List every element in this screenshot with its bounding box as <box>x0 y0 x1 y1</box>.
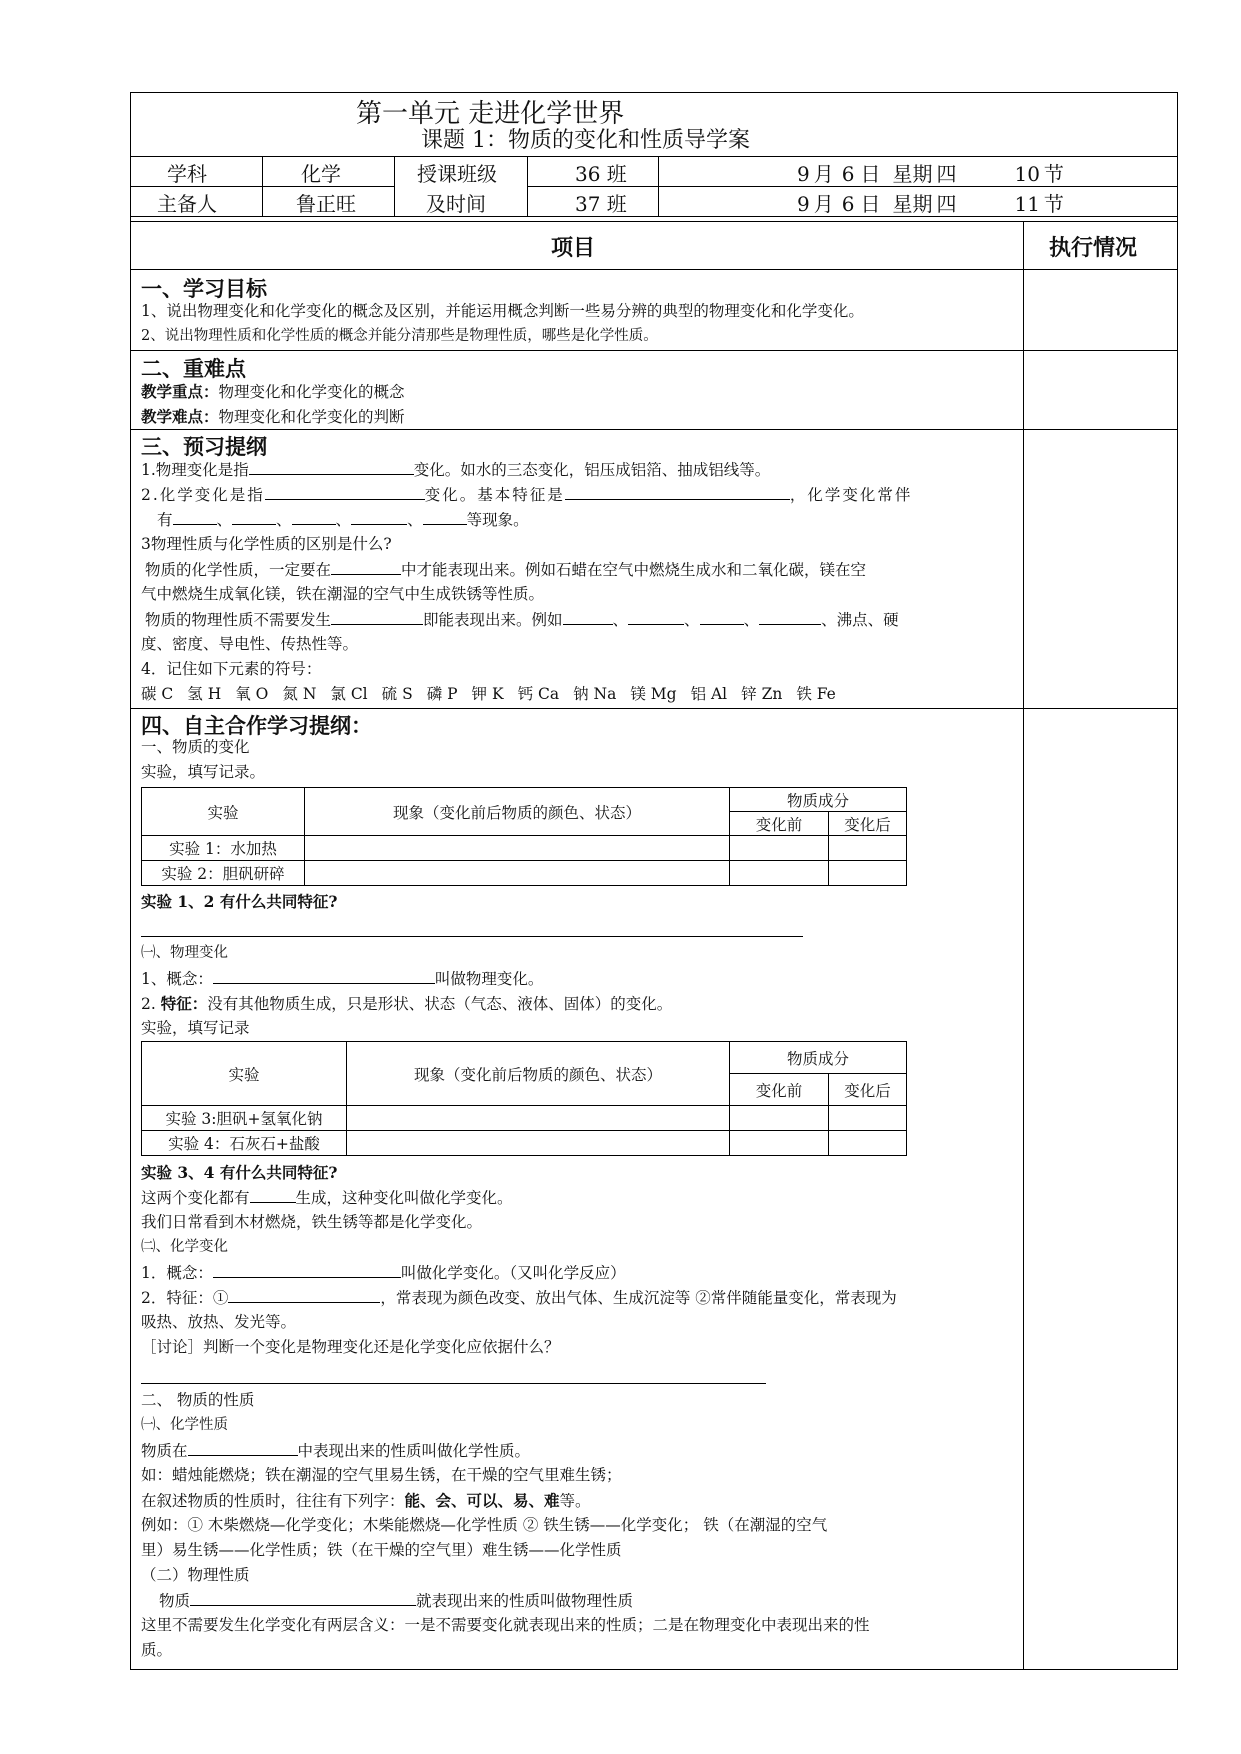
text: 1．概念： <box>141 1264 213 1282</box>
text-line: 例如：① 木柴燃烧—化学变化；木柴能燃烧—化学性质 ② 铁生锈——化学变化； 铁（在潮湿的空气 <box>141 1516 828 1534</box>
preview-line <box>141 457 770 483</box>
fill-blank[interactable] <box>700 607 744 625</box>
text: 、 <box>407 511 423 529</box>
text: 叫做物理变化。 <box>434 970 544 988</box>
day-unit: 日 <box>860 192 881 216</box>
day: 6 <box>834 162 861 187</box>
weekday-label: 星期 <box>892 162 933 186</box>
key-point-text: 物理变化和化学变化的概念 <box>218 383 405 401</box>
subject-value: 化学 <box>301 162 341 186</box>
table-row <box>142 1131 907 1156</box>
preview-line <box>141 482 912 508</box>
section-title: 一、学习目标 <box>141 277 267 301</box>
table-header: 物质成分 <box>730 788 907 812</box>
element-symbol: 锌 Zn <box>741 685 783 703</box>
answer-line[interactable] <box>141 1383 766 1384</box>
definition-line <box>141 1438 530 1464</box>
table-header: 现象（变化前后物质的颜色、状态） <box>347 1042 730 1106</box>
subsection-title: ㈠、化学性质 <box>141 1417 228 1433</box>
unit-title: 第一单元 走进化学世界 <box>356 99 625 129</box>
fill-blank[interactable] <box>232 507 276 525</box>
text: 即能表现出来。例如 <box>423 611 563 629</box>
element-symbols <box>141 682 850 707</box>
experiment-table-2 <box>141 1041 907 1156</box>
text: 物质的化学性质，一定要在 <box>145 561 332 579</box>
element-symbol: 氧 O <box>235 685 269 703</box>
table-header: 实验 <box>142 1042 347 1106</box>
text-line: 这里不需要发生化学变化有两层含义：一是不需要变化就表现出来的性质；二是在物理变化中表现出来的性 <box>141 1616 870 1634</box>
divider <box>131 156 1177 157</box>
preview-line <box>145 557 866 583</box>
goal-2: 2、说出物理性质和化学性质的概念并能分清那些是物理性质，哪些是化学性质。 <box>141 328 658 344</box>
text: 这两个变化都有 <box>141 1189 250 1207</box>
month: 9 <box>783 192 814 217</box>
question: 实验 1、2 有什么共同特征? <box>141 892 338 911</box>
fill-blank[interactable] <box>173 507 217 525</box>
answer-cell[interactable] <box>347 1106 730 1131</box>
divider <box>394 156 395 216</box>
element-symbol: 碳 C <box>141 685 174 703</box>
divider <box>131 429 1177 430</box>
text: 1.物理变化是指 <box>141 461 249 479</box>
fill-blank[interactable] <box>351 507 407 525</box>
text: 物质在 <box>141 1442 188 1460</box>
table-cell: 实验 2：胆矾研碎 <box>142 861 305 886</box>
definition-line <box>141 966 543 992</box>
text: 特征： <box>160 994 208 1013</box>
text: 叫做化学变化。（又叫化学反应） <box>400 1264 626 1282</box>
fill-blank[interactable] <box>759 607 821 625</box>
table-row <box>142 861 907 886</box>
feature-line <box>141 991 672 1017</box>
lesson-title: 课题 1：物质的变化和性质导学案 <box>421 128 750 153</box>
text: 2. <box>141 995 161 1013</box>
text: 、 <box>276 511 292 529</box>
fill-blank[interactable] <box>292 507 336 525</box>
definition-line <box>141 1260 626 1286</box>
text: 、 <box>743 611 760 629</box>
discussion: ［讨论］判断一个变化是物理变化还是化学变化应依据什么？ <box>141 1338 560 1356</box>
fill-blank[interactable] <box>628 607 684 625</box>
text-line <box>141 1185 513 1211</box>
section-title: 二、重难点 <box>141 357 246 381</box>
element-symbol: 氢 H <box>187 685 222 703</box>
preparer-label: 主备人 <box>157 192 217 216</box>
text: 有 <box>157 511 173 529</box>
text-line: 如：蜡烛能燃烧；铁在潮湿的空气里易生锈，在干燥的空气里难生锈； <box>141 1466 622 1484</box>
key-point-label: 教学重点： <box>141 382 219 401</box>
text-line: 质。 <box>141 1641 173 1659</box>
text: 等。 <box>559 1492 591 1510</box>
subsection-title: ㈠、物理变化 <box>141 945 228 961</box>
text: 物质 <box>159 1592 191 1610</box>
key-point <box>141 379 405 405</box>
fill-blank[interactable] <box>190 1588 416 1606</box>
text: 物质的物理性质不需要发生 <box>145 611 332 629</box>
subsection-title: 二、 物质的性质 <box>141 1391 255 1409</box>
answer-cell[interactable] <box>730 836 829 861</box>
status-column-divider <box>1023 221 1024 1669</box>
element-symbol: 铁 Fe <box>796 685 836 703</box>
period-unit: 节 <box>1043 162 1064 186</box>
text: 1、概念： <box>141 970 213 988</box>
table-cell: 实验 1：水加热 <box>142 836 305 861</box>
definition-line <box>159 1588 633 1614</box>
answer-cell[interactable] <box>730 1131 829 1156</box>
preview-question: 3物理性质与化学性质的区别是什么? <box>141 535 392 553</box>
element-symbol: 钠 Na <box>573 685 617 703</box>
text: 生成，这种变化叫做化学变化。 <box>295 1189 513 1207</box>
question: 实验 3、4 有什么共同特征? <box>141 1163 338 1182</box>
table-cell: 实验 3:胆矾+氢氧化钠 <box>142 1106 347 1131</box>
text-line: 我们日常看到木材燃烧，铁生锈等都是化学变化。 <box>141 1213 483 1231</box>
instruction: 实验，填写记录。 <box>141 763 266 781</box>
subsection-title: 一、物质的变化 <box>141 738 250 756</box>
text: 2．特征：① <box>141 1289 229 1307</box>
fill-blank[interactable] <box>331 557 401 575</box>
preview-line <box>157 507 529 533</box>
answer-cell[interactable] <box>730 1106 829 1131</box>
answer-cell[interactable] <box>347 1131 730 1156</box>
divider <box>131 350 1177 351</box>
table-header: 变化后 <box>829 1074 907 1106</box>
preparer-value: 鲁正旺 <box>296 192 356 216</box>
instruction: 实验，填写记录 <box>141 1019 250 1037</box>
answer-cell[interactable] <box>829 836 907 861</box>
element-symbol: 钙 Ca <box>517 685 560 703</box>
text: ，化学变化常伴 <box>789 486 913 504</box>
goal-1: 1、说出物理变化和化学变化的概念及区别，并能运用概念判断一些易分辨的典型的物理变化和化学变化。 <box>141 302 864 320</box>
difficult-point-label: 教学难点： <box>141 407 219 426</box>
weekday: 四 <box>932 192 980 217</box>
text: 没有其他物质生成，只是形状、状态（气态、液体、固体）的变化。 <box>207 995 673 1013</box>
month-unit: 月 <box>813 192 834 216</box>
text-line <box>141 1488 591 1514</box>
class-label-2: 及时间 <box>426 192 486 216</box>
feature-line <box>141 1285 897 1311</box>
project-header: 项目 <box>551 236 596 261</box>
preview-line <box>145 607 899 633</box>
element-symbol: 磷 P <box>426 685 458 703</box>
fill-blank[interactable] <box>249 457 414 475</box>
subsection-title: ㈡、化学变化 <box>141 1239 228 1255</box>
fill-blank[interactable] <box>213 966 435 984</box>
text-line: 里）易生锈——化学性质；铁（在干燥的空气里）难生锈——化学性质 <box>141 1541 622 1559</box>
answer-cell[interactable] <box>829 861 907 886</box>
month: 9 <box>783 162 814 187</box>
table-row <box>142 1106 907 1131</box>
class-label-1: 授课班级 <box>417 162 497 186</box>
table-header: 实验 <box>142 788 305 836</box>
fill-blank[interactable] <box>331 607 423 625</box>
divider <box>131 708 1177 709</box>
fill-blank[interactable] <box>213 1260 401 1278</box>
preview-line: 气中燃烧生成氧化镁，铁在潮湿的空气中生成铁锈等性质。 <box>141 585 545 603</box>
keywords: 能、会、可以、易、难 <box>404 1491 560 1510</box>
fill-blank[interactable] <box>228 1285 380 1303</box>
preview-line: 度、密度、导电性、传热性等。 <box>141 635 359 653</box>
answer-line[interactable] <box>141 936 803 937</box>
difficult-point-text: 物理变化和化学变化的判断 <box>218 408 405 426</box>
day: 6 <box>834 192 861 217</box>
fill-blank[interactable] <box>265 482 425 500</box>
weekday: 四 <box>932 162 980 187</box>
table-cell: 实验 4：石灰石+盐酸 <box>142 1131 347 1156</box>
text: 变化。如水的三态变化，铝压成铝箔、抽成铝线等。 <box>413 461 771 479</box>
answer-cell[interactable] <box>829 1131 907 1156</box>
element-symbol: 硫 S <box>381 685 413 703</box>
element-symbol: 钾 K <box>471 685 504 703</box>
answer-cell[interactable] <box>829 1106 907 1131</box>
table-header: 变化后 <box>829 812 907 836</box>
fill-blank[interactable] <box>188 1438 298 1456</box>
section-title: 三、预习提纲 <box>141 435 267 459</box>
text: 中表现出来的性质叫做化学性质。 <box>297 1442 531 1460</box>
answer-cell[interactable] <box>305 836 730 861</box>
fill-blank[interactable] <box>565 482 790 500</box>
text: 2.化学变化是指 <box>141 486 265 504</box>
text: 等现象。 <box>466 511 529 529</box>
experiment-table-1 <box>141 787 907 886</box>
day-unit: 日 <box>860 162 881 186</box>
table-header: 现象（变化前后物质的颜色、状态） <box>305 788 730 836</box>
time-row-2 <box>783 188 1064 217</box>
text: 就表现出来的性质叫做物理性质 <box>416 1592 634 1610</box>
text: 、沸点、硬 <box>821 611 899 629</box>
subsection-title: （二）物理性质 <box>141 1566 250 1584</box>
divider <box>131 221 1177 222</box>
table-header: 变化前 <box>730 812 829 836</box>
text: 、 <box>684 611 700 629</box>
divider <box>131 269 1177 270</box>
text: ，常表现为颜色改变、放出气体、生成沉淀等 ②常伴随能量变化，常表现为 <box>380 1289 897 1307</box>
table-row <box>142 836 907 861</box>
element-symbol: 氯 Cl <box>330 685 368 703</box>
class-37: 37 班 <box>575 192 627 216</box>
text: 、 <box>612 611 629 629</box>
fill-blank[interactable] <box>423 507 467 525</box>
text: 变化。基本特征是 <box>424 486 565 504</box>
element-symbol: 氮 N <box>282 685 317 703</box>
fill-blank[interactable] <box>563 607 613 625</box>
time-row-1 <box>783 158 1064 187</box>
difficult-point <box>141 404 405 430</box>
period: 11 <box>990 192 1043 217</box>
element-symbol: 铝 Al <box>690 685 728 703</box>
text: 在叙述物质的性质时，往往有下列字： <box>141 1492 405 1510</box>
period-unit: 节 <box>1043 192 1064 216</box>
answer-cell[interactable] <box>730 861 829 886</box>
text: 中才能表现出来。例如石蜡在空气中燃烧生成水和二氧化碳，镁在空 <box>401 561 867 579</box>
status-header: 执行情况 <box>1049 236 1138 261</box>
document-page <box>130 92 1178 1670</box>
section-title: 四、自主合作学习提纲： <box>141 714 372 738</box>
weekday-label: 星期 <box>892 192 933 216</box>
period: 10 <box>990 162 1043 187</box>
text: 、 <box>216 511 233 529</box>
text: 、 <box>335 511 352 529</box>
answer-cell[interactable] <box>305 861 730 886</box>
month-unit: 月 <box>813 162 834 186</box>
table-header: 变化前 <box>730 1074 829 1106</box>
table-header: 物质成分 <box>730 1042 907 1074</box>
element-symbol: 镁 Mg <box>630 685 677 703</box>
preview-line: 4．记住如下元素的符号： <box>141 660 322 678</box>
class-36: 36 班 <box>575 162 627 186</box>
subject-label: 学科 <box>167 162 207 186</box>
text-line: 吸热、放热、发光等。 <box>141 1313 297 1331</box>
fill-blank[interactable] <box>250 1185 296 1203</box>
